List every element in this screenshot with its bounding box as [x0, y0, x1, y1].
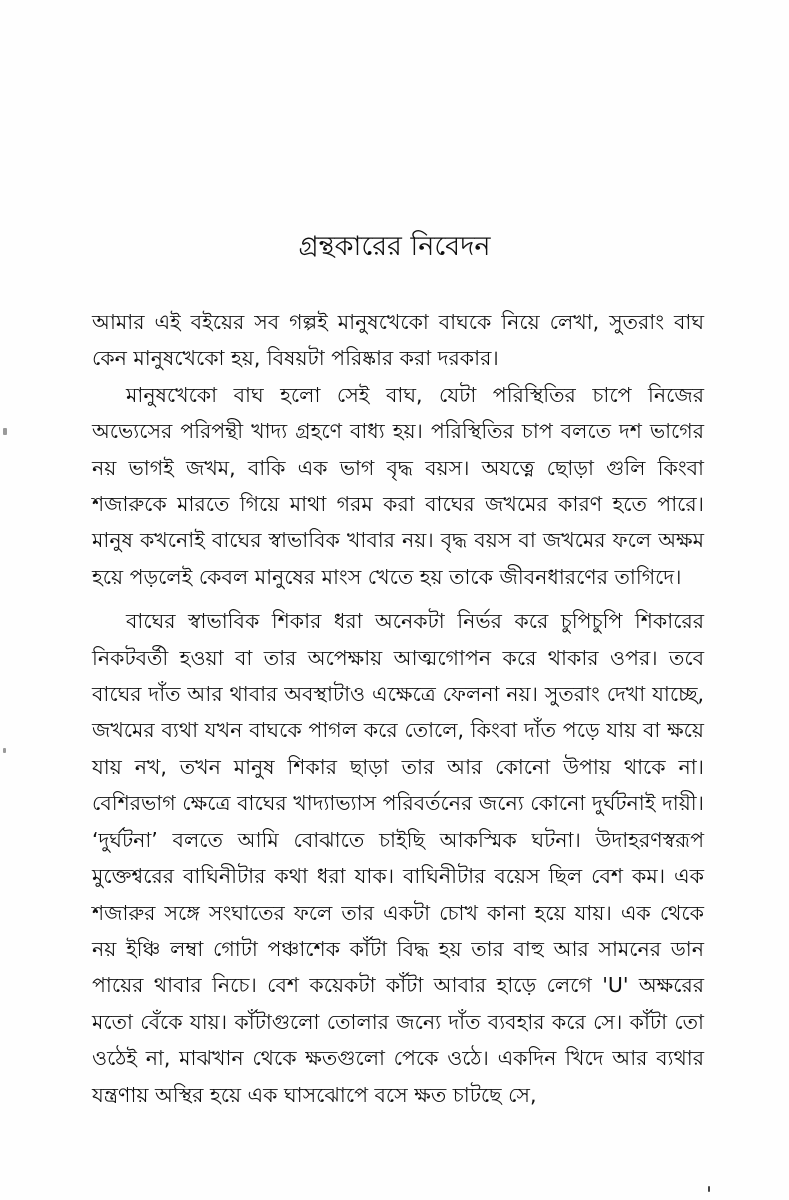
body-text: [92, 304, 704, 1113]
scan-speck: [3, 428, 7, 435]
scan-speck: [708, 1186, 710, 1192]
page-title: গ্রন্থকারের নিবেদন: [298, 231, 491, 262]
paragraph-2: মানুষখেকো বাঘ হলো সেই বাঘ, যেটা পরিস্থিতির চাপে নিজের অভ্যেসের পরিপন্থী খাদ্য গ্রহণে বাধ্য হয়। পরিস্থিতির চাপ বলতে দশ ভাগের নয় ভাগই জখম, বাকি এক ভাগ বৃদ্ধ বয়স। অযত্নে ছোড়া গুলি কিংবা শজারুকে মারতে গিয়ে মাথা গরম করা বাঘের জখমের কারণ হতে পারে। মানুষ কখনোই বাঘের স্বাভাবিক খাবার নয়। বৃদ্ধ বয়স বা জখমের ফলে অক্ষম হয়ে পড়লেই কেবল মানুষের মাংস খেতে হয় তাকে জীবনধারণের তাগিদে।: [92, 382, 704, 589]
paragraph-3: বাঘের স্বাভাবিক শিকার ধরা অনেকটা নির্ভর করে চুপিচুপি শিকারের নিকটবর্তী হওয়া বা তার অপেক্ষায় আত্মগোপন করে থাকার ওপর। তবে বাঘের দাঁত আর থাবার অবস্থাটাও এক্ষেত্রে ফেলনা নয়। সুতরাং দেখা যাচ্ছে, জখমের ব্যথা যখন বাঘকে পাগল করে তোলে, কিংবা দাঁত পড়ে যায় বা ক্ষয়ে যায় নখ, তখন মানুষ শিকার ছাড়া তার আর কোনো উপায় থাকে না। বেশিরভাগ ক্ষেত্রে বাঘের খাদ্যাভ্যাস পরিবর্তনের জন্যে কোনো দুর্ঘটনাই দায়ী। ‘দুর্ঘটনা’ বলতে আমি বোঝাতে চাইছি আকস্মিক ঘটনা। উদাহরণস্বরূপ মুক্তেশ্বরের বাঘিনীটার কথা ধরা যাক। বাঘিনীটার বয়েস ছিল বেশ কম। এক শজারুর সঙ্গে সংঘাতের ফলে তার একটা চোখ কানা হয়ে যায়। এক থেকে নয় ইঞ্চি লম্বা গোটা পঞ্চাশেক কাঁটা বিদ্ধ হয় তার বাহু আর সামনের ডান পায়ের থাবার নিচে। বেশ কয়েকটা কাঁটা আবার হাড়ে লেগে 'U' অক্ষরের মতো বেঁকে যায়। কাঁটাগুলো তোলার জন্যে দাঁত ব্যবহার করে সে। কাঁটা তো ওঠেই না, মাঝখান থেকে ক্ষতগুলো পেকে ওঠে। একদিন খিদে আর ব্যথার যন্ত্রণায় অস্থির হয়ে এক ঘাসঝোপে বসে ক্ষত চাটছে সে,: [92, 609, 704, 1107]
paragraph-1: আমার এই বইয়ের সব গল্পই মানুষখেকো বাঘকে নিয়ে লেখা, সুতরাং বাঘ কেন মানুষখেকো হয়, বিষয়টা পরিষ্কার করা দরকার।: [92, 310, 704, 371]
scan-speck: [3, 748, 6, 753]
